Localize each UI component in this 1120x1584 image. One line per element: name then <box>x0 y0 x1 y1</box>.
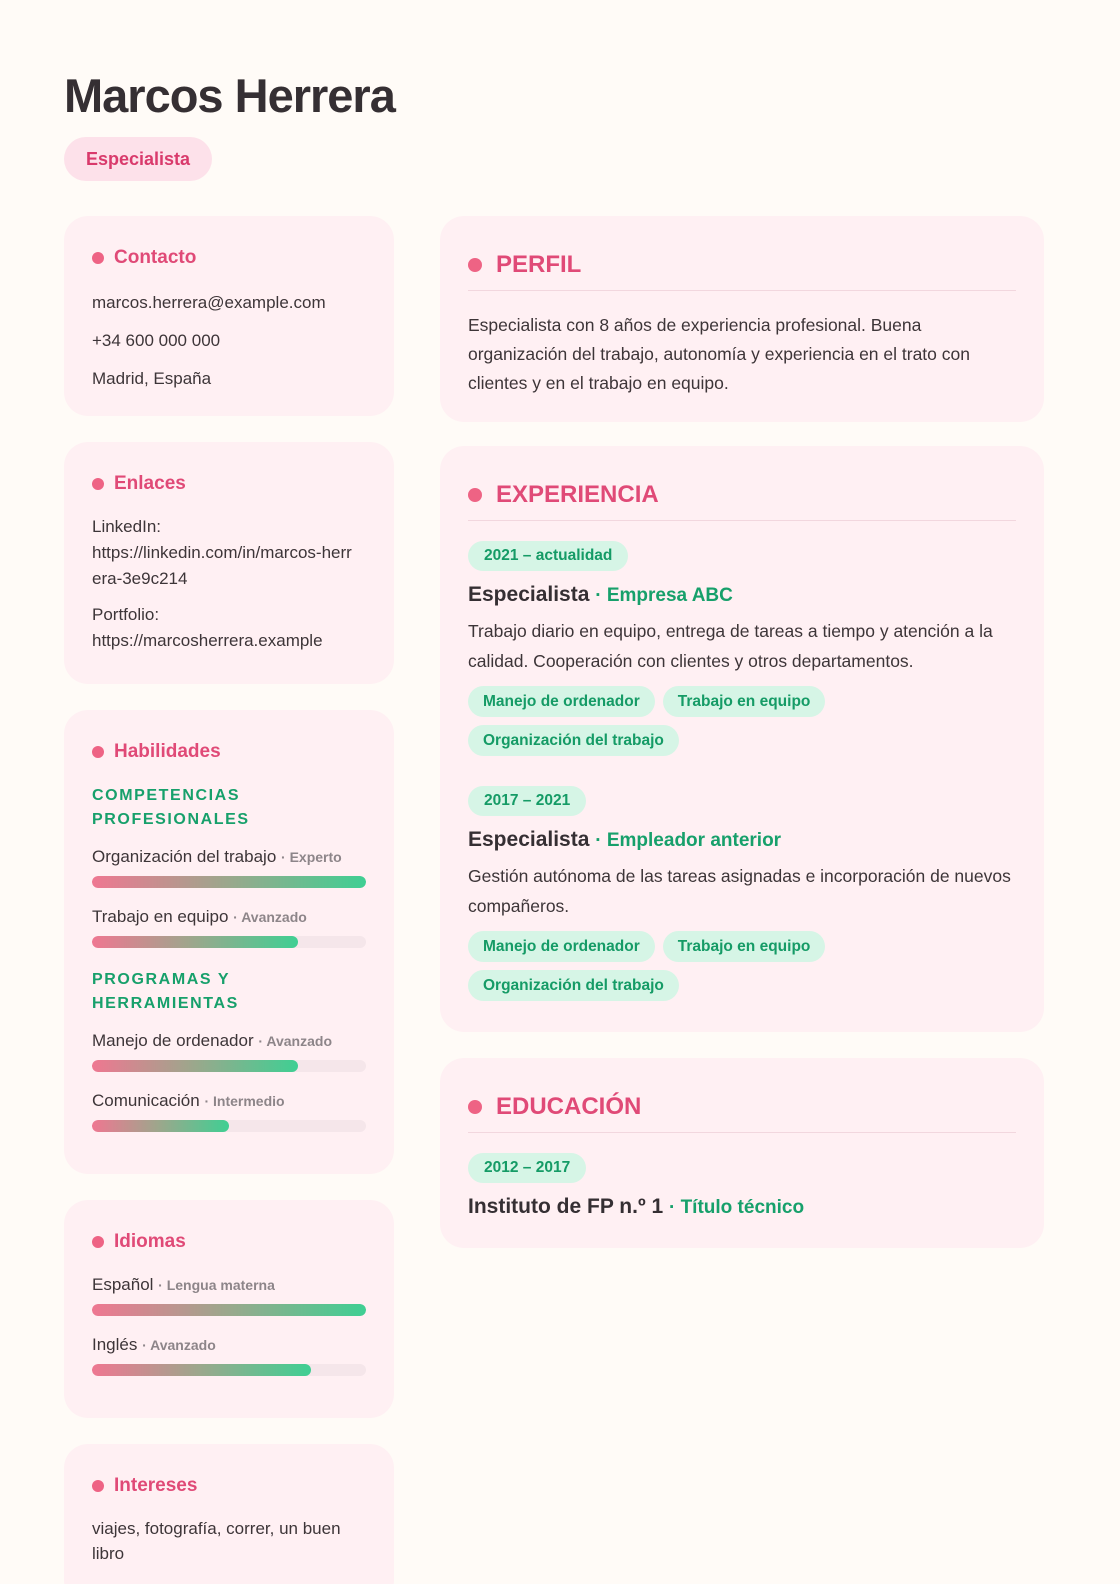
language-name: Español <box>92 1275 154 1294</box>
education-entry <box>468 1153 1016 1222</box>
skill-name: Manejo de ordenador <box>92 1031 254 1050</box>
bullet-dot-icon <box>468 488 482 502</box>
skill-bar <box>92 1120 366 1132</box>
language-bar <box>92 1304 366 1316</box>
person-name: Marcos Herrera <box>64 69 395 122</box>
role-badge: Especialista <box>64 137 212 181</box>
bullet-dot-icon <box>92 746 104 758</box>
skill-level: · Intermedio <box>204 1093 285 1109</box>
skills-heading <box>92 740 366 764</box>
bullet-dot-icon <box>92 252 104 264</box>
education-degree: · Título técnico <box>668 1197 805 1218</box>
skill-name: Comunicación <box>92 1091 200 1110</box>
contact-card <box>64 216 394 416</box>
skill-bar-fill <box>92 876 366 888</box>
job-company: · Empleador anterior <box>595 830 782 851</box>
skill-group-title: PROGRAMAS Y HERRAMIENTAS <box>92 971 239 1012</box>
skills-card <box>64 710 394 1174</box>
skill-level: · Avanzado <box>233 909 307 925</box>
section-divider <box>468 1132 1016 1133</box>
skill-item <box>92 906 366 948</box>
bullet-dot-icon <box>92 1480 104 1492</box>
link-url[interactable]: https://linkedin.com/in/marcos-herrera-3e9c214 <box>92 543 352 588</box>
job-entry <box>468 541 1016 756</box>
profile-title: PERFIL <box>496 251 582 278</box>
interests-text: viajes, fotografía, correr, un buen libro <box>92 1519 341 1563</box>
education-dates: 2012 – 2017 <box>468 1153 586 1183</box>
skill-bar <box>92 936 366 948</box>
education-school: Instituto de FP n.º 1 <box>468 1195 664 1218</box>
contact-phone[interactable]: +34 600 000 000 <box>92 331 221 350</box>
profile-heading <box>468 250 1016 280</box>
bullet-dot-icon <box>468 258 482 272</box>
skill-tag: Organización del trabajo <box>468 970 679 1001</box>
skill-bar <box>92 876 366 888</box>
interests-title: Intereses <box>114 1475 198 1496</box>
language-name: Inglés <box>92 1335 138 1354</box>
job-position: Especialista <box>468 828 590 851</box>
language-item <box>92 1334 366 1376</box>
link-label: Portfolio: <box>92 605 160 624</box>
bullet-dot-icon <box>92 1236 104 1248</box>
links-title: Enlaces <box>114 473 186 494</box>
skill-tag: Organización del trabajo <box>468 725 679 756</box>
education-section <box>440 1058 1044 1248</box>
language-item <box>92 1274 366 1316</box>
skill-bar-fill <box>92 1060 298 1072</box>
contact-title: Contacto <box>114 247 197 268</box>
language-bar-fill <box>92 1304 366 1316</box>
skills-title: Habilidades <box>114 741 221 762</box>
skill-tag: Trabajo en equipo <box>663 931 826 962</box>
skill-bar <box>92 1060 366 1072</box>
language-bar-fill <box>92 1364 311 1376</box>
education-title: EDUCACIÓN <box>496 1093 642 1120</box>
job-title-line <box>468 581 1016 610</box>
skill-group-title: COMPETENCIAS PROFESIONALES <box>92 787 250 828</box>
language-level: · Avanzado <box>142 1337 216 1353</box>
experience-section <box>440 446 1044 1032</box>
interests-heading <box>92 1474 366 1498</box>
education-title-line <box>468 1193 1016 1222</box>
links-card <box>64 442 394 684</box>
job-tags <box>468 931 1028 1001</box>
job-title-line <box>468 826 1016 855</box>
link-linkedin[interactable] <box>92 514 366 592</box>
contact-email[interactable]: marcos.herrera@example.com <box>92 293 326 312</box>
interests-card <box>64 1444 394 1584</box>
languages-card <box>64 1200 394 1418</box>
skill-level: · Avanzado <box>258 1033 332 1049</box>
job-company: · Empresa ABC <box>595 585 733 606</box>
languages-title: Idiomas <box>114 1231 186 1252</box>
experience-heading <box>468 480 1016 510</box>
profile-section <box>440 216 1044 422</box>
languages-heading <box>92 1230 366 1254</box>
links-heading <box>92 472 366 496</box>
skill-bar-fill <box>92 1120 229 1132</box>
bullet-dot-icon <box>92 478 104 490</box>
section-divider <box>468 290 1016 291</box>
skill-level: · Experto <box>281 849 342 865</box>
skill-item <box>92 1030 366 1072</box>
job-description: Trabajo diario en equipo, entrega de tareas a tiempo y atención a la calidad. Cooperación con clientes y otros departamentos. <box>468 621 993 671</box>
skill-item <box>92 1090 366 1132</box>
job-position: Especialista <box>468 583 590 606</box>
skill-item <box>92 846 366 888</box>
contact-heading <box>92 246 366 270</box>
skill-name: Trabajo en equipo <box>92 907 229 926</box>
skill-bar-fill <box>92 936 298 948</box>
job-dates: 2017 – 2021 <box>468 786 586 816</box>
contact-location: Madrid, España <box>92 369 212 388</box>
job-tags <box>468 686 1028 756</box>
profile-text: Especialista con 8 años de experiencia profesional. Buena organización del trabajo, autonomía y experiencia en el trato con clientes y en el trabajo en equipo. <box>468 315 970 393</box>
skill-tag: Trabajo en equipo <box>663 686 826 717</box>
skill-tag: Manejo de ordenador <box>468 931 655 962</box>
education-heading <box>468 1092 1016 1122</box>
job-dates: 2021 – actualidad <box>468 541 628 571</box>
link-label: LinkedIn: <box>92 517 161 536</box>
experience-title: EXPERIENCIA <box>496 481 659 508</box>
skill-tag: Manejo de ordenador <box>468 686 655 717</box>
language-level: · Lengua materna <box>158 1277 275 1293</box>
bullet-dot-icon <box>468 1100 482 1114</box>
job-description: Gestión autónoma de las tareas asignadas e incorporación de nuevos compañeros. <box>468 866 1011 916</box>
job-entry <box>468 786 1016 1001</box>
language-bar <box>92 1364 366 1376</box>
section-divider <box>468 520 1016 521</box>
link-portfolio[interactable] <box>92 602 366 654</box>
link-url[interactable]: https://marcosherrera.example <box>92 631 323 650</box>
skill-name: Organización del trabajo <box>92 847 277 866</box>
